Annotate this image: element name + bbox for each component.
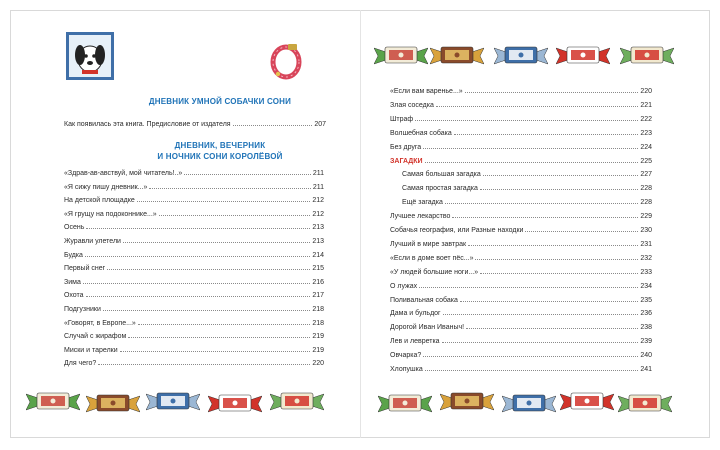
toc-leader-dots [184,168,311,175]
candy-icon [374,44,428,66]
toc-entry-title: Самая простая загадка [402,185,478,193]
toc-entry-page: 238 [640,324,652,332]
toc-entry[interactable] [64,168,324,178]
toc-entry-title: Злая соседка [390,101,434,109]
toc-entry-page: 211 [312,170,324,177]
toc-entry[interactable] [390,239,652,249]
toc-entry-page: 241 [640,366,652,373]
toc-entry-page: 212 [312,197,324,205]
toc-leader-dots [123,236,310,243]
toc-entry[interactable] [64,304,324,314]
toc-entry[interactable] [402,197,652,207]
candy-icon [146,390,200,412]
toc-leader-dots [480,267,638,274]
dog-collar-icon [268,40,304,82]
toc-entry-title: «Я сижу пишу дневник...» [64,183,148,191]
candy-icon [560,390,614,412]
toc-entry-page: 218 [312,319,324,327]
toc-entry[interactable] [390,114,652,124]
candy-icon [618,392,672,414]
toc-entry[interactable] [390,295,652,305]
toc-entry[interactable] [64,182,324,192]
section-title-diary: ДНЕВНИК УМНОЙ СОБАЧКИ СОНИ [148,97,292,106]
toc-leader-dots [137,195,311,202]
toc-entry-page: 222 [640,115,652,123]
toc-entry-title: Овчарка? [390,352,422,360]
toc-entry-title: ЗАГАДКИ [390,157,423,165]
toc-leader-dots [85,250,310,257]
toc-entry[interactable] [64,277,324,287]
toc-leader-dots [525,225,638,232]
toc-leader-dots [423,350,638,357]
toc-entry[interactable] [64,209,324,219]
dog-portrait-icon [66,32,114,80]
toc-entry-page: 213 [312,238,324,245]
candy-icon [270,390,324,412]
toc-entry-page: 221 [640,101,652,109]
toc-entry-title: Хлопушка [390,366,423,373]
toc-leader-dots [454,128,639,135]
section-title-evening-diary [110,140,330,162]
toc-leader-dots [103,304,310,311]
toc-entry[interactable] [390,253,652,263]
toc-entry-title: Лев и левретка [390,338,440,346]
toc-leader-dots [98,358,310,365]
toc-leader-dots [480,183,638,190]
toc-leader-dots [460,295,638,302]
toc-entry-page: 214 [312,251,324,259]
toc-entry-page: 207 [314,121,326,128]
toc-entry-title: Волшебная собака [390,129,452,137]
toc-entry-page: 224 [640,143,652,151]
toc-entry[interactable] [390,128,652,138]
toc-entry-title: «Если в доме воет пёс...» [390,254,474,262]
toc-entry-title: Случай с жирафом [64,333,127,341]
toc-entry-title: Будка [64,251,83,259]
toc-entry-title: Журавли улетели [64,238,121,245]
toc-entry-page: 227 [640,171,652,179]
section-title-line: ДНЕВНИК, ВЕЧЕРНИК [174,141,266,150]
candy-icon [378,392,432,414]
toc-entry-title: «Я грущу на подоконнике...» [64,210,157,218]
toc-entry-page: 239 [640,338,652,346]
candy-icon [502,392,556,414]
toc-entry-title: «Если вам варенье...» [390,88,463,95]
toc-leader-dots [423,142,638,149]
candy-icon [86,392,140,414]
toc-entry-page: 228 [640,185,652,193]
toc-entry-page: 220 [640,88,652,95]
toc-entry[interactable] [390,364,652,374]
toc-entry[interactable] [64,290,324,300]
toc-entry-page: 219 [312,346,324,354]
candy-icon [430,44,484,66]
toc-leader-dots [128,331,310,338]
toc-entry-title: Без друга [390,143,422,151]
toc-entry-page: 223 [640,129,652,137]
toc-entry-title: Как появилась эта книга. Предисловие от издателя [64,121,231,128]
toc-entry-page: 213 [312,224,324,232]
toc-entry-title: «Говорят, в Европе...» [64,319,136,327]
toc-entry-page: 235 [640,296,652,304]
toc-entry[interactable] [64,195,324,205]
toc-entry[interactable] [390,142,652,152]
toc-entry[interactable] [390,86,652,96]
toc-entry-page: 233 [640,268,652,276]
toc-entry-title: Зима [64,278,81,286]
toc-leader-dots [443,308,639,315]
toc-entry[interactable] [402,183,652,193]
toc-entry-title: Дама и бульдог [390,310,441,318]
toc-entry-title: Подгузники [64,306,101,313]
toc-leader-dots [415,114,638,121]
toc-entry-page: 217 [312,292,324,300]
toc-entry-title: Самая большая загадка [402,171,481,179]
toc-leader-dots [138,318,310,325]
toc-entry[interactable] [390,267,652,277]
toc-entry-title: Дорогой Иван Иваныч! [390,324,465,332]
toc-entry[interactable] [390,100,652,110]
candy-icon [620,44,674,66]
toc-entry[interactable] [64,263,324,273]
toc-entry-title: На детской площадке [64,197,135,205]
toc-entry-title: О лужах [390,282,418,290]
toc-entry[interactable] [390,225,652,235]
toc-entry-page: 211 [312,183,324,191]
toc-entry-page: 236 [640,310,652,318]
toc-entry-intro[interactable] [64,119,326,129]
toc-leader-dots [120,345,311,352]
toc-leader-dots [452,211,638,218]
toc-leader-dots [442,336,639,343]
toc-entry-title: Штраф [390,115,414,123]
toc-entry[interactable] [390,308,652,318]
toc-leader-dots [468,239,638,246]
toc-entry-page: 240 [640,352,652,360]
toc-entry-title: Для чего? [64,360,97,368]
toc-entry[interactable] [64,358,324,368]
toc-entry-title: Собачья география, или Разные находки [390,227,524,234]
toc-entry-title: Первый снег [64,265,106,273]
toc-entry-page: 232 [640,254,652,262]
toc-leader-dots [436,100,638,107]
candy-icon [26,390,80,412]
toc-entry[interactable] [390,211,652,221]
toc-entry-page: 234 [640,282,652,290]
toc-leader-dots [425,364,639,371]
toc-entry-page: 218 [312,306,324,313]
toc-leader-dots [425,156,639,163]
toc-leader-dots [475,253,638,260]
toc-entry-page: 228 [640,199,652,207]
toc-leader-dots [465,86,639,93]
toc-entry[interactable] [390,336,652,346]
toc-leader-dots [83,277,310,284]
toc-leader-dots [445,197,638,204]
toc-leader-dots [159,209,311,216]
toc-entry-page: 230 [640,227,652,234]
toc-entry-title: Охота [64,292,84,300]
toc-entry-title: Поливальная собака [390,296,458,304]
book-spine [360,10,361,438]
toc-entry[interactable] [64,318,324,328]
toc-entry[interactable] [64,250,324,260]
toc-leader-dots [86,290,311,297]
candy-icon [494,44,548,66]
toc-entry-page: 216 [312,278,324,286]
toc-leader-dots [107,263,310,270]
toc-entry-page: 225 [640,157,652,165]
toc-entry-title: Миски и тарелки [64,346,118,354]
toc-leader-dots [419,281,638,288]
toc-entry-page: 220 [312,360,324,368]
toc-entry-title: Осень [64,224,85,232]
toc-leader-dots [483,169,639,176]
toc-entry-title: «Здрав-ав-авствуй, мой читатель!..» [64,170,183,177]
toc-leader-dots [466,322,638,329]
toc-leader-dots [86,222,310,229]
toc-entry[interactable] [390,322,652,332]
toc-entry-title: Лучшее лекарство [390,213,451,221]
toc-entry[interactable] [390,281,652,291]
toc-entry[interactable] [64,345,324,355]
toc-entry-page: 229 [640,213,652,221]
candy-icon [208,392,262,414]
toc-entry-title: Лучший в мире завтрак [390,240,467,248]
candy-icon [556,44,610,66]
toc-entry-page: 215 [312,265,324,273]
toc-leader-dots [149,182,310,189]
candy-icon [440,390,494,412]
toc-entry-title: Ещё загадка [402,199,443,207]
toc-entry-page: 231 [640,240,652,248]
toc-entry[interactable] [64,331,324,341]
toc-entry[interactable] [64,236,324,246]
section-title-line: И НОЧНИК СОНИ КОРОЛЁВОЙ [157,152,283,161]
toc-entry[interactable] [390,350,652,360]
toc-entry[interactable] [64,222,324,232]
toc-entry-title: «У людей большие ноги...» [390,268,479,276]
toc-entry-page: 212 [312,210,324,218]
toc-entry[interactable] [390,156,652,166]
toc-entry-page: 219 [312,333,324,341]
toc-leader-dots [233,119,313,126]
toc-entry[interactable] [402,169,652,179]
